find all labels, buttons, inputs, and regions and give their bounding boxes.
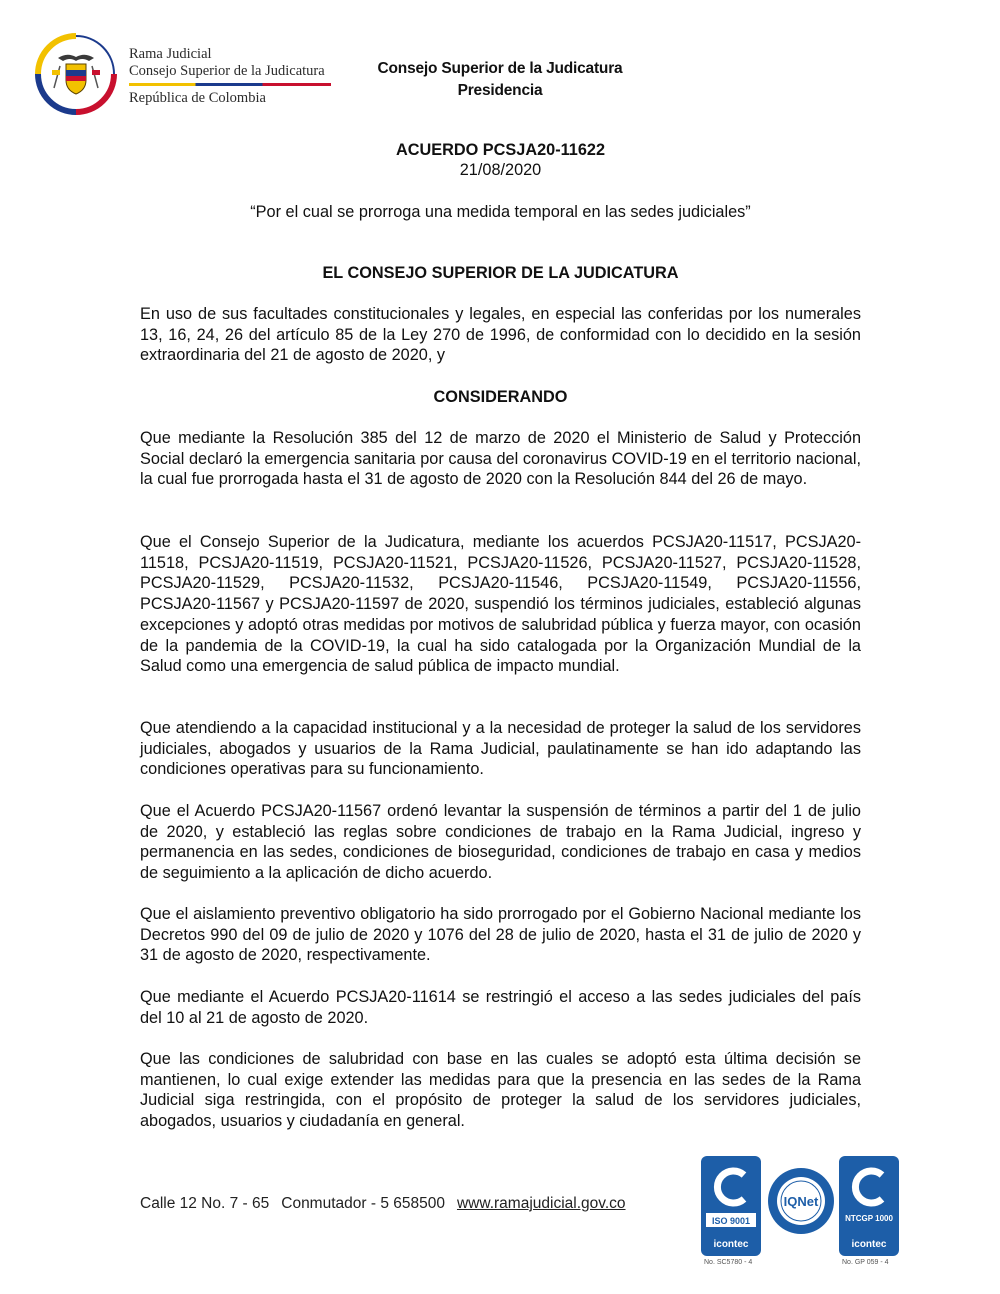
flag-color-rule [129, 83, 331, 86]
coat-of-arms-icon [34, 32, 118, 116]
logo-line-consejo: Consejo Superior de la Judicatura [129, 63, 325, 79]
considerando-paragraph-7: Que las condiciones de salubridad con base en las cuales se adoptó esta última decisión se mantienen, lo cual exige extender las medidas para que la presencia en las sedes de la Rama Judicial siga restringida, con el propósito de proteger la salud de los servidores judiciales, abogados, usuarios y ciudadanía en general. [140, 1050, 861, 1131]
iqnet-label: IQNet [783, 1194, 819, 1209]
acuerdo-date: 21/08/2020 [459, 161, 542, 179]
logo-line-republica: República de Colombia [129, 90, 266, 106]
considerando-paragraph-1: Que mediante la Resolución 385 del 12 de marzo de 2020 el Ministerio de Salud y Protección Social declaró la emergencia sanitaria por causa del coronavirus COVID-19 en el territorio nacional, la cual fue prorrogada hasta el 31 de agosto de 2020 con la Resolución 844 del 26 de mayo. [140, 429, 861, 489]
ntcgp-1000-label: NTCGP 1000 [845, 1214, 893, 1223]
considerando-paragraph-3: Que atendiendo a la capacidad institucional y a la necesidad de proteger la salud de los servidores judiciales, abogados y usuarios de la Rama Judicial, paulatinamente se han ido adaptando las condiciones operativas para su funcionamiento. [140, 719, 861, 779]
considerando-paragraph-6: Que mediante el Acuerdo PCSJA20-11614 se restringió el acceso a las sedes judiciales del país del 10 al 21 de agosto de 2020. [140, 988, 861, 1027]
certification-logos [700, 1155, 900, 1275]
considerando-paragraph-5: Que el aislamiento preventivo obligatorio ha sido prorrogado por el Gobierno Nacional mediante los Decretos 990 del 09 de julio de 2020 y 1076 del 28 de julio de 2020, hasta el 31 de julio de 2020 y 31 de agosto de 2020, respectivamente. [140, 905, 861, 965]
issuer-heading: EL CONSEJO SUPERIOR DE LA JUDICATURA [322, 264, 679, 282]
considerando-paragraph-2: Que el Consejo Superior de la Judicatura, mediante los acuerdos PCSJA20-11517, PCSJA20-11518, PCSJA20-11519, PCSJA20-11521, PCSJA20-11526, PCSJA20-11527, PCSJA20-11528, PCSJA20-11529, PCSJA20-11532, PCSJA20-11546, PCSJA20-11549, PCSJA20-11556, PCSJA20-11567 y PCSJA20-11597 de 2020, suspendió los términos judiciales, estableció algunas excepciones y adoptó otras medidas por motivos de salubridad pública y fuerza mayor, con ocasión de la pandemia de la COVID-19, la cual ha sido catalogada por la Organización Mundial de la Salud como una emergencia de salud pública de impacto mundial. [140, 533, 861, 676]
iqnet-cert-icon [766, 1163, 836, 1243]
iso-9001-brand: icontec [713, 1239, 749, 1250]
footer-address: Calle 12 No. 7 - 65 [140, 1195, 270, 1212]
considerando-paragraph-4: Que el Acuerdo PCSJA20-11567 ordenó levantar la suspensión de términos a partir del 1 de julio de 2020, y estableció las reglas sobre condiciones de trabajo en la Rama Judicial, ingreso y permanencia en las sedes, condiciones de bioseguridad, condiciones de trabajo en casa y medios de seguimiento a la aplicación de dicho acuerdo. [140, 802, 861, 883]
institution-logo [34, 30, 334, 122]
ntcgp-1000-cert-icon [838, 1155, 900, 1257]
acuerdo-subject: “Por el cual se prorroga una medida temporal en las sedes judiciales” [250, 203, 751, 221]
iso-9001-label: ISO 9001 [711, 1216, 751, 1226]
header-office-name: Consejo Superior de la Judicatura [377, 60, 623, 77]
header-office-division: Presidencia [457, 82, 543, 99]
header-office [340, 58, 660, 102]
logo-line-rama: Rama Judicial [129, 46, 212, 62]
intro-paragraph: En uso de sus facultades constitucionales y legales, en especial las conferidas por los numerales 13, 16, 24, 26 del artículo 85 de la Ley 270 de 1996, de conformidad con lo decidido en la sesión extraordinaria del 21 de agosto de 2020, y [140, 305, 861, 365]
ntcgp-1000-number: No. GP 059 - 4 [842, 1259, 889, 1266]
acuerdo-number: ACUERDO PCSJA20-11622 [395, 141, 606, 159]
iso-9001-number: No. SC5780 - 4 [704, 1259, 753, 1266]
footer-website-link[interactable]: www.ramajudicial.gov.co [456, 1195, 626, 1212]
iso-9001-cert-icon [700, 1155, 762, 1257]
considerando-heading: CONSIDERANDO [433, 388, 568, 406]
ntcgp-1000-brand: icontec [851, 1239, 887, 1250]
footer-phone: Conmutador - 5 658500 [281, 1195, 445, 1212]
footer-contact [140, 1195, 626, 1213]
logo-text [129, 46, 331, 107]
